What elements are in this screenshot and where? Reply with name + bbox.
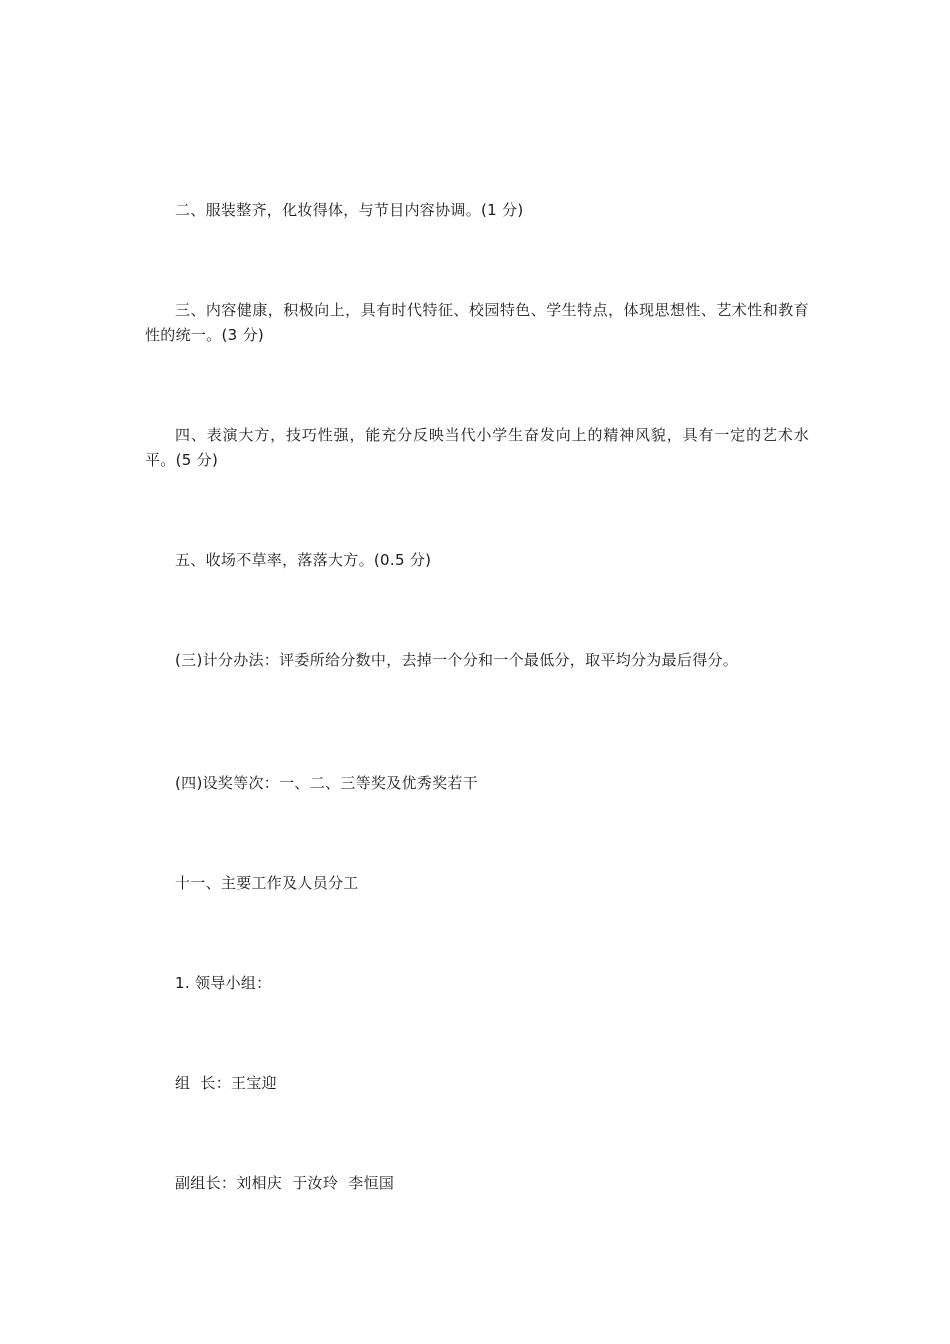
paragraph-performance: 四、表演大方，技巧性强，能充分反映当代小学生奋发向上的精神风貌，具有一定的艺术水平。(5 分) bbox=[145, 426, 809, 469]
paragraph-content: 三、内容健康，积极向上，具有时代特征、校园特色、学生特点，体现思想性、艺术性和教育性的统一。(3 分) bbox=[145, 301, 809, 344]
paragraph-group-leader: 组 长：王宝迎 bbox=[175, 1074, 277, 1092]
paragraph-leadership-group: 1. 领导小组： bbox=[175, 974, 272, 992]
paragraph-deputy-leaders: 副组长：刘相庆 于汝玲 李恒国 bbox=[175, 1174, 395, 1192]
paragraph-closing: 五、收场不草率，落落大方。(0.5 分) bbox=[175, 551, 432, 569]
paragraph-awards: (四)设奖等次：一、二、三等奖及优秀奖若干 bbox=[175, 774, 479, 792]
paragraph-scoring: (三)计分办法：评委所给分数中，去掉一个分和一个最低分，取平均分为最后得分。 bbox=[175, 651, 739, 669]
paragraph-costume: 二、服装整齐，化妆得体，与节目内容协调。(1 分) bbox=[175, 201, 524, 219]
section-heading-duties: 十一、主要工作及人员分工 bbox=[175, 874, 359, 892]
